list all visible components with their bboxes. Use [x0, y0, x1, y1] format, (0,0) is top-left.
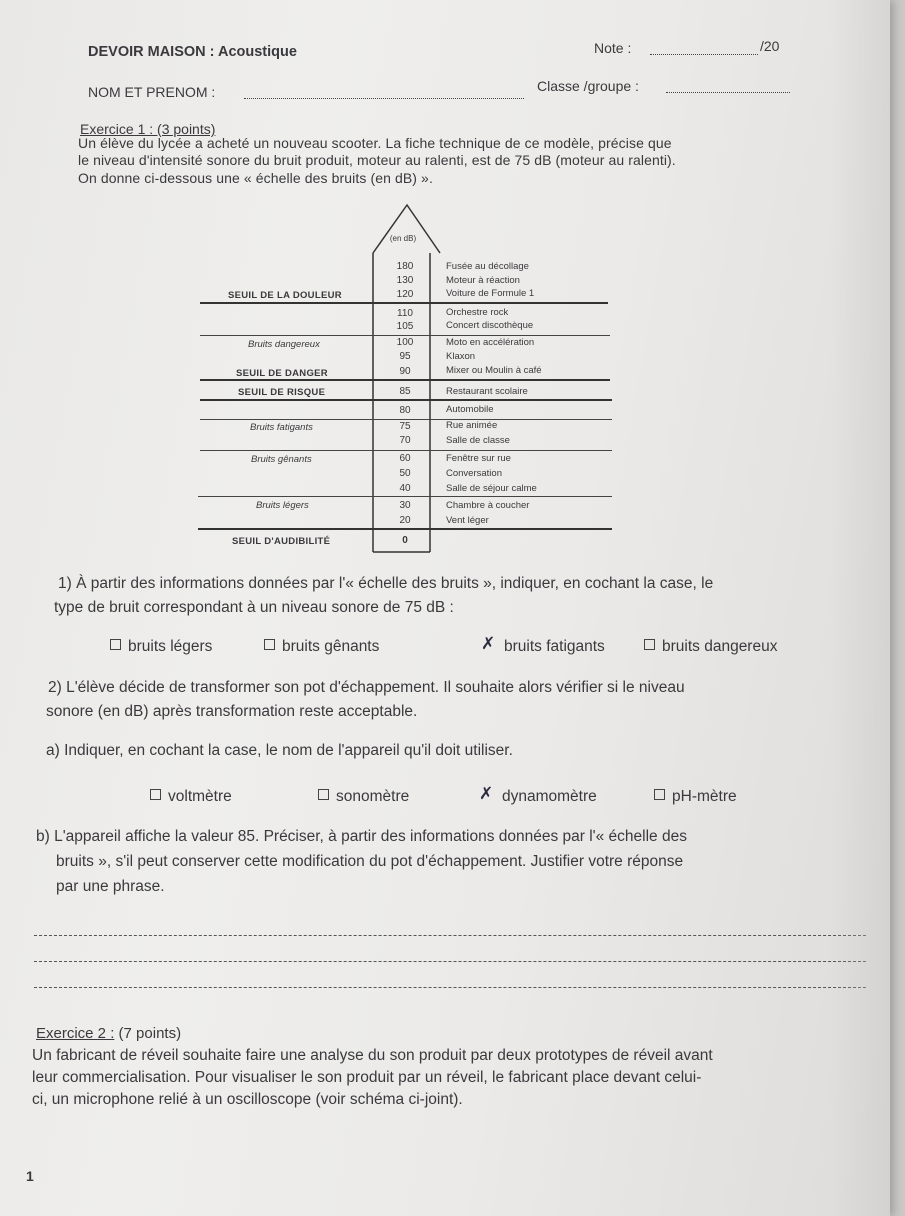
exercise2-line-2: leur commercialisation. Pour visualiser le son produit par un réveil, le fabricant place devant celui- [32, 1069, 702, 1086]
db-value: 0 [402, 535, 408, 546]
option-label: pH-mètre [672, 788, 737, 805]
noise-example: Orchestre rock [446, 307, 509, 318]
seuil-risque-label: SEUIL DE RISQUE [238, 387, 326, 398]
class-label: Classe /groupe : [537, 78, 639, 94]
answer-line[interactable] [34, 987, 866, 988]
exercise2-title: Exercice 2 : [36, 1025, 115, 1042]
checkbox[interactable] [654, 789, 665, 800]
db-value: 30 [399, 500, 411, 511]
q2-option-voltmetre[interactable] [150, 788, 232, 806]
page-number: 1 [26, 1168, 34, 1184]
q2-line-2: sonore (en dB) après transformation reste acceptable. [46, 703, 418, 720]
check-mark-icon: ✗ [481, 634, 496, 653]
option-label: bruits légers [128, 638, 213, 655]
exercise1-intro-line-1: Un élève du lycée a acheté un nouveau scooter. La fiche technique de ce modèle, précise que [78, 135, 672, 151]
line-genants [200, 450, 612, 451]
noise-example: Conversation [446, 468, 502, 479]
db-value: 110 [397, 308, 413, 319]
noise-example: Automobile [446, 404, 494, 415]
document-title: DEVOIR MAISON : Acoustique [88, 44, 297, 60]
checkbox[interactable] [318, 789, 329, 800]
note-total: /20 [760, 38, 780, 54]
noise-example: Chambre à coucher [446, 500, 530, 511]
q2b-line-3: par une phrase. [56, 878, 165, 895]
exercise2-line-3: ci, un microphone relié à un oscilloscope (voir schéma ci-joint). [32, 1091, 463, 1108]
cat-genants-label: Bruits gênants [251, 454, 312, 465]
noise-example: Mixer ou Moulin à café [446, 365, 542, 376]
q2-option-dynamometre[interactable] [484, 788, 597, 806]
noise-example: Salle de classe [446, 435, 510, 446]
line-risque [200, 399, 612, 401]
q1-line-2: type de bruit correspondant à un niveau sonore de 75 dB : [54, 599, 454, 616]
noise-example: Moteur à réaction [446, 275, 520, 286]
line-danger [200, 379, 610, 381]
noise-example: Restaurant scolaire [446, 386, 528, 397]
note-label: Note : [594, 40, 632, 56]
exercise2-heading [36, 1025, 181, 1042]
exercise1-title: Exercice 1 : (3 points) [80, 121, 216, 137]
seuil-audibilite-label: SEUIL D'AUDIBILITÉ [232, 536, 331, 547]
exercise1-intro-line-2: le niveau d'intensité sonore du bruit produit, moteur au ralenti, est de 75 dB (moteur au ralenti). [78, 152, 676, 168]
axis-arrow-head [373, 205, 440, 253]
q1-option-dangereux[interactable] [644, 638, 777, 656]
exercise2-line-1: Un fabricant de réveil souhaite faire une analyse du son produit par deux prototypes de réveil avant [32, 1047, 713, 1064]
line-douleur [200, 302, 608, 304]
db-value: 180 [396, 261, 414, 272]
noise-example: Salle de séjour calme [446, 483, 537, 494]
q2b-line-2: bruits », s'il peut conserver cette modification du pot d'échappement. Justifier votre réponse [56, 853, 684, 870]
q2-line-1: 2) L'élève décide de transformer son pot d'échappement. Il souhaite alors vérifier si le niveau [48, 679, 685, 696]
noise-example: Concert discothèque [446, 320, 534, 331]
seuil-danger-label: SEUIL DE DANGER [236, 368, 328, 379]
line-audibilite [198, 528, 612, 530]
q1-option-fatigants[interactable] [486, 638, 605, 656]
noise-example: Klaxon [446, 351, 476, 362]
seuil-douleur-label: SEUIL DE LA DOULEUR [228, 290, 342, 301]
line-fatigants [200, 419, 612, 420]
q1-option-legers[interactable] [110, 638, 212, 656]
q2a-text: a) Indiquer, en cochant la case, le nom de l'appareil qu'il doit utiliser. [46, 742, 513, 759]
db-value: 60 [399, 453, 411, 464]
cat-fatigants-label: Bruits fatigants [250, 422, 313, 433]
exercise1-intro-line-3: On donne ci-dessous une « échelle des bruits (en dB) ». [78, 170, 433, 186]
noise-example: Voiture de Formule 1 [446, 288, 535, 299]
check-mark-icon: ✗ [479, 784, 494, 803]
db-value: 120 [396, 289, 414, 300]
db-value: 80 [399, 405, 411, 416]
q1-line-1: 1) À partir des informations données par l'« échelle des bruits », indiquer, en cochant la case, le [58, 575, 714, 592]
db-value: 105 [396, 321, 414, 332]
db-value: 100 [396, 337, 414, 348]
option-label: bruits dangereux [662, 638, 778, 655]
answer-line[interactable] [34, 961, 866, 962]
answer-line[interactable] [34, 935, 866, 936]
q2-option-sonometre[interactable] [318, 788, 409, 806]
noise-example: Moto en accélération [446, 337, 535, 348]
name-label: NOM ET PRENOM : [88, 84, 216, 100]
exercise2-points: (7 points) [118, 1025, 182, 1042]
cat-dangereux-label: Bruits dangereux [248, 339, 320, 350]
db-value: 95 [399, 351, 411, 362]
db-value: 70 [399, 435, 411, 446]
option-label: bruits gênants [282, 638, 380, 655]
q2-option-phmetre[interactable] [654, 788, 737, 806]
option-label: voltmètre [168, 788, 232, 805]
line-dangereux [200, 335, 610, 336]
q1-option-genants[interactable] [264, 638, 379, 656]
option-label: sonomètre [336, 788, 410, 805]
noise-example: Vent léger [446, 515, 489, 526]
checkbox[interactable] [644, 639, 655, 650]
cat-legers-label: Bruits légers [256, 500, 309, 511]
db-value: 130 [396, 275, 414, 286]
noise-example: Fusée au décollage [446, 261, 529, 272]
line-legers [198, 496, 612, 497]
checkbox[interactable] [150, 789, 161, 800]
checkbox[interactable] [110, 639, 121, 650]
noise-example: Fenêtre sur rue [446, 453, 511, 464]
option-label: bruits fatigants [504, 638, 605, 655]
checkbox[interactable] [264, 639, 275, 650]
q2b-line-1: b) L'appareil affiche la valeur 85. Préciser, à partir des informations données par l'« échelle des [36, 828, 687, 845]
scale-unit: (en dB) [389, 234, 417, 243]
db-value: 50 [399, 468, 411, 479]
noise-example: Rue animée [446, 420, 498, 431]
option-label: dynamomètre [502, 788, 597, 805]
db-value: 40 [399, 483, 411, 494]
db-value: 20 [399, 515, 411, 526]
db-value: 90 [399, 366, 411, 377]
db-value: 85 [399, 386, 411, 397]
db-value: 75 [399, 421, 411, 432]
